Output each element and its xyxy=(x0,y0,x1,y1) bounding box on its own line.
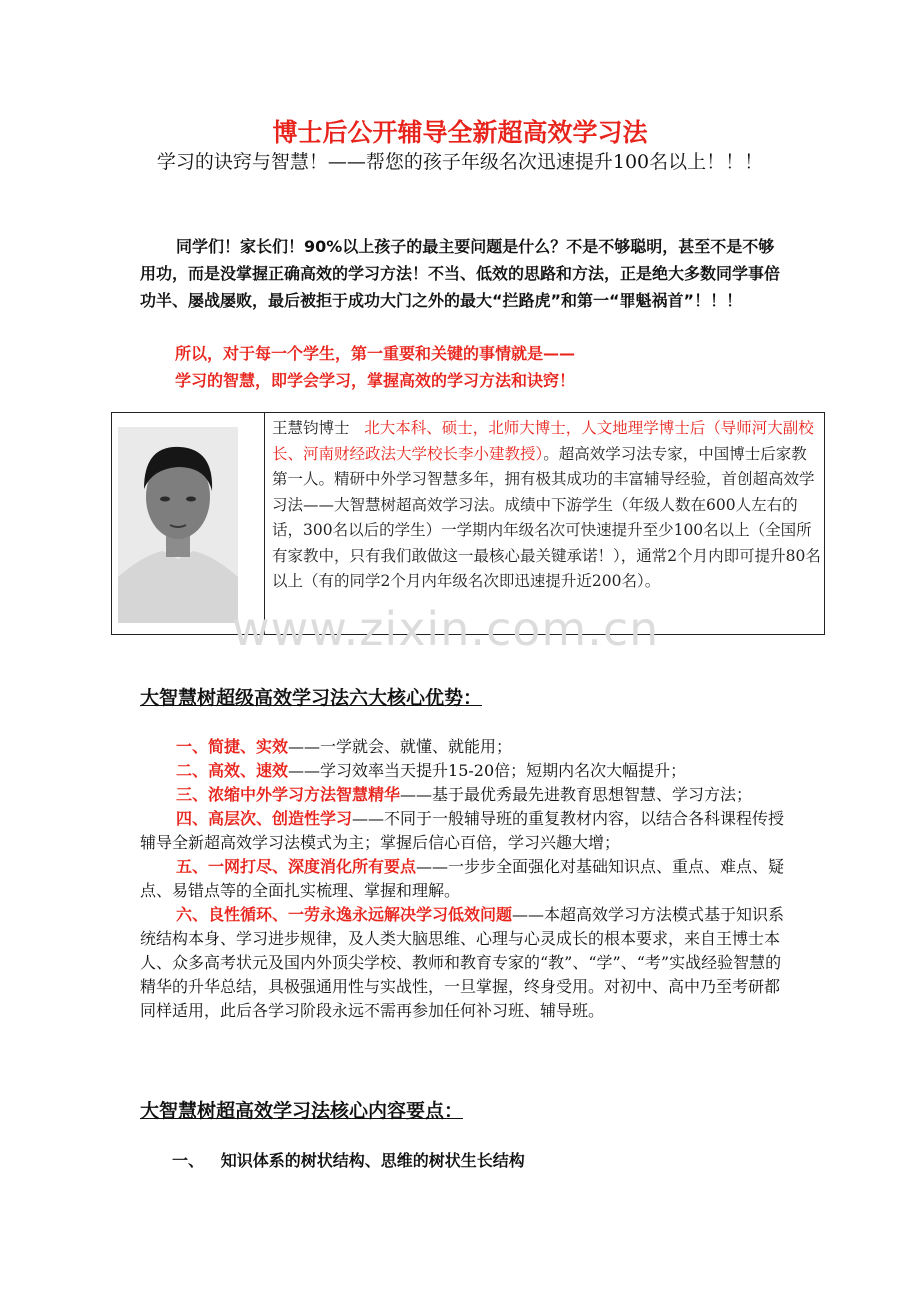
profile-bio-highlight-1: 首创超高效学习法——大智慧树超高效学习法 xyxy=(272,470,815,514)
advantage-text: ——一学就会、就懂、就能用； xyxy=(288,737,513,756)
profile-text xyxy=(272,416,822,595)
profile-bio-1: 。超高效学习法专家，中国博士后家教第一人。精研中外学习智慧多年，拥有极其成功的丰富辅导经验， xyxy=(272,444,807,488)
core-point-1 xyxy=(172,1148,525,1171)
profile-credentials: 北大本科、硕士，北师大博士，人文地理学博士后（导师河大副校长、河南财经政法大学校长李小建教授） xyxy=(272,419,814,463)
section-heading-advantages: 大智慧树超级高效学习法六大核心优势： xyxy=(140,687,483,709)
advantage-item xyxy=(140,783,785,807)
advantage-label: 五、一网打尽、深度消化所有要点 xyxy=(176,857,417,876)
advantages-list xyxy=(140,735,785,1023)
advantage-text: ——一步步全面强化对基础知识点、重点、难点、疑点、易错点等的全面扎实梳理、掌握和理解。 xyxy=(140,857,785,900)
advantage-label: 四、高层次、创造性学习 xyxy=(176,809,353,828)
advantage-item xyxy=(140,735,785,759)
core-point-text: 知识体系的树状结构、思维的树状生长结构 xyxy=(220,1151,525,1170)
advantage-label: 六、良性循环、一劳永逸永远解决学习低效问题 xyxy=(176,905,513,924)
page-title: 博士后公开辅导全新超高效学习法 xyxy=(272,118,648,147)
page-subtitle: 学习的诀窍与智慧！——帮您的孩子年级名次迅速提升100名以上！！！ xyxy=(156,151,764,173)
core-point-number: 一、 xyxy=(172,1151,205,1170)
advantage-text: ——基于最优秀最先进教育思想智慧、学习方法； xyxy=(400,785,753,804)
advantage-item xyxy=(140,903,785,1023)
advantage-item xyxy=(140,807,785,855)
intro-paragraph xyxy=(140,233,785,314)
advantage-text: ——本超高效学习方法模式基于知识系统结构本身、学习进步规律，及人类大脑思维、心理与心灵成长的根本要求，来自王博士本人、众多高考状元及国内外顶尖学校、教师和教育专家的“教”、“学”、“考”实战经验智慧的精华的升华总结，具极强通用性与实战性，一旦掌握，终身受用。对初中、高中乃至考研都同样适用，此后各学习阶段永远不需再参加任何补习班、辅导班。 xyxy=(140,905,785,1020)
profile-bio-2: 。成绩中下游学生（年级人数在600人左右的话，300名以后的学生）一学期内年级名次可快速提升至少100名以上（ xyxy=(272,495,798,539)
advantage-label: 三、浓缩中外学习方法智慧精华 xyxy=(176,785,401,804)
section-heading-core-content: 大智慧树超高效学习法核心内容要点： xyxy=(140,1100,464,1122)
watermark: www.zixin.com.cn xyxy=(232,602,660,656)
profile-divider xyxy=(264,413,265,634)
portrait-photo xyxy=(118,427,238,623)
advantage-text: ——不同于一般辅导班的重复教材内容，以结合各科课程传授辅导全新超高效学习法模式为主；掌握后信心百倍，学习兴趣大增； xyxy=(140,809,785,852)
intro-highlight-line-2: 学习的智慧，即学会学习，掌握高效的学习方法和诀窍！ xyxy=(175,371,576,390)
advantage-label: 二、高效、速效 xyxy=(176,761,289,780)
advantage-item xyxy=(140,759,785,783)
advantage-label: 一、简捷、实效 xyxy=(176,737,289,756)
profile-name: 王慧钧博士 xyxy=(272,419,350,437)
intro-highlight-line-1: 所以，对于每一个学生，第一重要和关键的事情就是—— xyxy=(175,344,576,363)
advantage-text: ——学习效率当天提升15-20倍；短期内名次大幅提升； xyxy=(288,761,687,780)
intro-text: 同学们！家长们！90%以上孩子的最主要问题是什么？不是不够聪明，甚至不是不够用功，而是没掌握正确高效的学习方法！不当、低效的思路和方法，正是绝大多数同学事倍功半、屡战屡败，最后被拒于成功大门之外的最大“拦路虎”和第一“罪魁祸首”！！！ xyxy=(140,237,781,310)
advantage-item xyxy=(140,855,785,903)
profile-bio-3: ），通常2个月内即可提升80名以上（有的同学2个月内年级名次即迅速提升近200名）。 xyxy=(272,546,821,590)
profile-bio-highlight-2: 全国所有家教中，只有我们敢做这一最核心最关键承诺！ xyxy=(272,521,812,565)
intro-highlight xyxy=(175,340,785,394)
